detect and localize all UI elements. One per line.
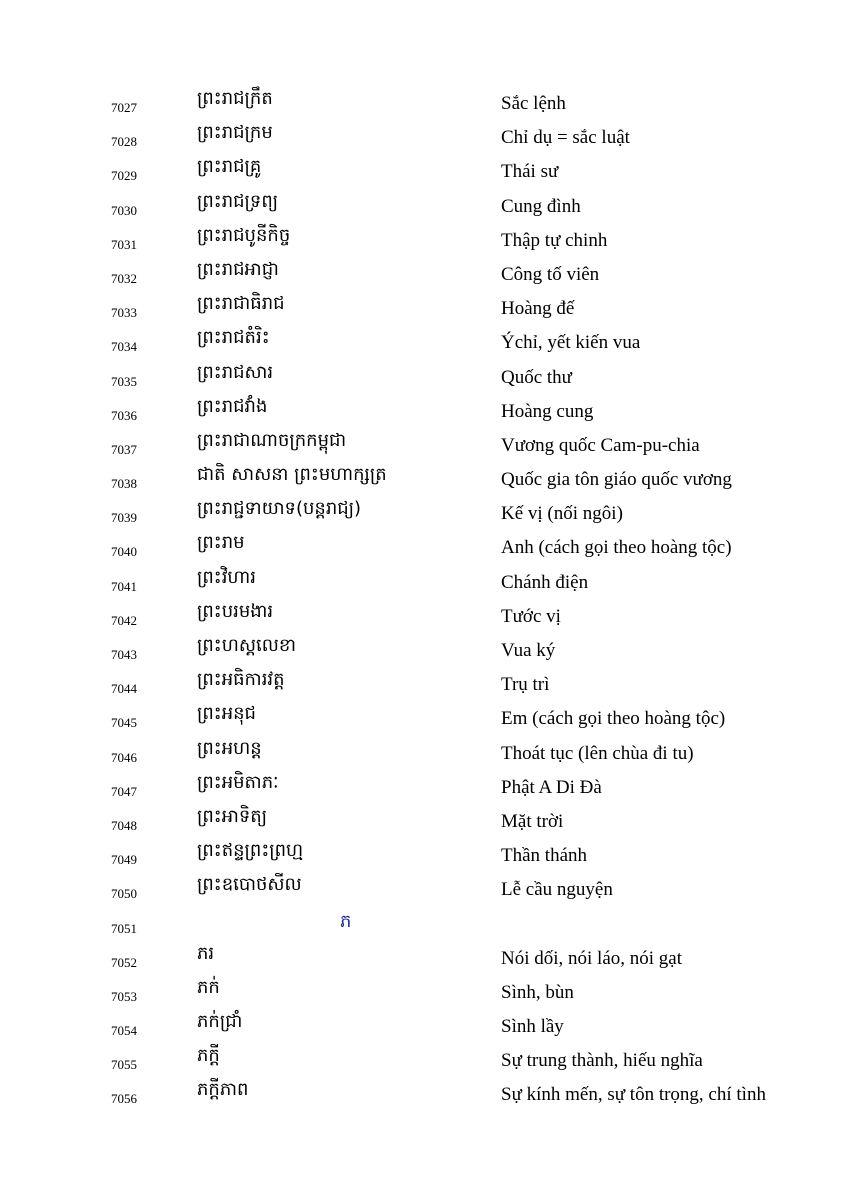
entry-number: 7029 (111, 168, 137, 184)
entry-number: 7055 (111, 1057, 137, 1073)
khmer-term: ភរ (197, 942, 215, 964)
entry-row (0, 462, 848, 496)
entry-row (0, 633, 848, 667)
entry-row (0, 291, 848, 325)
entry-number: 7036 (111, 407, 137, 423)
khmer-term: ភក្តី (197, 1045, 220, 1067)
khmer-term: ព្រះរាជសារ (197, 361, 274, 383)
khmer-term: ព្រះរាជទ្រព្យ (197, 190, 279, 212)
entry-row (0, 154, 848, 188)
entry-number: 7041 (111, 578, 137, 594)
vietnamese-meaning: Sình lầy (501, 1016, 564, 1038)
vietnamese-meaning: Tước vị (501, 605, 561, 627)
vietnamese-meaning: Anh (cách gọi theo hoàng tộc) (501, 537, 732, 559)
vietnamese-meaning: Trụ trì (501, 674, 550, 696)
khmer-term: ព្រះរាជ្ជទាយាទ(បន្តរាជ្យ) (197, 498, 362, 520)
entry-row (0, 701, 848, 735)
vietnamese-meaning: Nói dối, nói láo, nói gạt (501, 947, 683, 969)
entry-row (0, 770, 848, 804)
khmer-term: ព្រះរាជបូនីកិច្ច (197, 224, 291, 246)
khmer-term: ព្រះឥន្ទព្រះព្រហ្ម (197, 840, 304, 862)
entry-number: 7037 (111, 441, 137, 457)
vietnamese-meaning: Công tố viên (501, 263, 600, 285)
vietnamese-meaning: Cung đình (501, 195, 581, 217)
vietnamese-meaning: Ýchỉ, yết kiến vua (501, 332, 641, 354)
entry-number: 7043 (111, 647, 137, 662)
entry-number: 7049 (111, 852, 137, 868)
vietnamese-meaning: Quốc thư (501, 366, 572, 388)
entry-row (0, 565, 848, 599)
khmer-term: ព្រះរាម (197, 532, 245, 554)
entry-row (0, 872, 848, 906)
entry-row (0, 86, 848, 120)
entry-number: 7046 (111, 749, 137, 765)
khmer-term: ភក់ (197, 976, 220, 998)
entry-number: 7038 (111, 476, 137, 492)
vietnamese-meaning: Thần thánh (501, 845, 588, 867)
vietnamese-meaning: Thập tự chinh (501, 229, 608, 251)
khmer-term: ព្រះបរមងារ (197, 600, 274, 622)
vietnamese-meaning: Sự kính mến, sự tôn trọng, chí tình (501, 1084, 766, 1106)
khmer-term: ជាតិ សាសនា ព្រះមហាក្សត្រ (197, 464, 387, 486)
khmer-term: ភក្តីភាព (197, 1079, 249, 1101)
entry-row (0, 941, 848, 975)
khmer-term: ព្រះវិហារ (197, 566, 256, 588)
entry-number: 7028 (111, 134, 137, 150)
entry-number: 7034 (111, 339, 137, 355)
khmer-term: ភក់ជ្រាំ (197, 1011, 243, 1033)
entry-row (0, 223, 848, 257)
entry-row (0, 1009, 848, 1043)
vietnamese-meaning: Chánh điện (501, 571, 589, 593)
khmer-term: ព្រះរាជអាជ្ញា (197, 258, 279, 280)
entry-row (0, 428, 848, 462)
entry-row (0, 496, 848, 530)
khmer-term: ព្រះរាជាធិរាជ (197, 293, 285, 315)
vietnamese-meaning: Quốc gia tôn giáo quốc vương (501, 469, 732, 491)
vietnamese-meaning: Chỉ dụ = sắc luật (501, 127, 630, 149)
entry-row (0, 530, 848, 564)
khmer-term: ព្រះរាជក្រឹត (197, 88, 273, 109)
entry-number: 7050 (111, 886, 137, 902)
khmer-term: ព្រះរាជវាំង (197, 395, 268, 417)
khmer-term: ព្រះឧបោថសីល (197, 874, 302, 896)
khmer-term: ព្រះអាទិត្យ (197, 805, 268, 827)
entry-row (0, 599, 848, 633)
entry-number: 7051 (111, 920, 137, 936)
dictionary-list (0, 86, 848, 1112)
entry-row (0, 736, 848, 770)
entry-number: 7052 (111, 954, 137, 970)
entry-number: 7039 (111, 510, 137, 526)
entry-row (0, 667, 848, 701)
vietnamese-meaning: Thoát tục (lên chùa đi tu) (501, 742, 694, 764)
entry-row (0, 360, 848, 394)
entry-row (0, 804, 848, 838)
vietnamese-meaning: Vua ký (501, 640, 556, 661)
entry-row (0, 1043, 848, 1077)
vietnamese-meaning: Sự trung thành, hiếu nghĩa (501, 1050, 703, 1072)
khmer-term: ព្រះរាជគ្រូ (197, 156, 262, 178)
vietnamese-meaning: Kế vị (nối ngôi) (501, 503, 623, 525)
vietnamese-meaning: Sắc lệnh (501, 93, 566, 114)
entry-number: 7045 (111, 715, 137, 731)
khmer-term: ព្រះរាជក្រម (197, 122, 273, 144)
vietnamese-meaning: Sình, bùn (501, 981, 574, 1003)
entry-row (0, 394, 848, 428)
khmer-term: ព្រះរាជាណាចក្រកម្ពុជា (197, 429, 347, 451)
entry-row (0, 189, 848, 223)
entry-number: 7056 (111, 1091, 137, 1107)
entry-number: 7035 (111, 373, 137, 389)
entry-number: 7027 (111, 100, 137, 115)
vietnamese-meaning: Phật A Di Đà (501, 776, 602, 798)
entry-number: 7053 (111, 988, 137, 1004)
vietnamese-meaning: Hoàng cung (501, 400, 594, 422)
vietnamese-meaning: Vương quốc Cam-pu-chia (501, 434, 700, 456)
section-letter-heading: ភ (340, 910, 352, 932)
khmer-term: ព្រះហស្តលេខា (197, 635, 296, 656)
khmer-term: ព្រះអនុជ (197, 703, 256, 725)
khmer-term: ព្រះអមិតាភៈ (197, 771, 279, 793)
khmer-term: ព្រះអហន្ត (197, 737, 262, 759)
khmer-term: ព្រះរាជតំរិះ (197, 327, 270, 349)
entry-row (0, 975, 848, 1009)
entry-number: 7032 (111, 270, 137, 286)
entry-number: 7048 (111, 817, 137, 833)
khmer-term: ព្រះអធិការវត្ត (197, 669, 285, 691)
entry-row (0, 325, 848, 359)
entry-row (0, 838, 848, 872)
vietnamese-meaning: Em (cách gọi theo hoàng tộc) (501, 708, 726, 730)
letter-section-header-row (0, 907, 848, 941)
entry-row (0, 1077, 848, 1111)
entry-number: 7031 (111, 236, 137, 252)
entry-number: 7054 (111, 1023, 137, 1039)
entry-number: 7042 (111, 612, 137, 628)
entry-row (0, 120, 848, 154)
entry-number: 7030 (111, 202, 137, 218)
entry-number: 7033 (111, 305, 137, 321)
entry-number: 7044 (111, 681, 137, 697)
vietnamese-meaning: Thái sư (501, 161, 559, 183)
vietnamese-meaning: Lễ cầu nguyện (501, 879, 613, 901)
vietnamese-meaning: Mặt trời (501, 810, 564, 832)
entry-number: 7047 (111, 783, 137, 799)
entry-number: 7040 (111, 544, 137, 560)
entry-row (0, 257, 848, 291)
vietnamese-meaning: Hoàng đế (501, 298, 575, 320)
